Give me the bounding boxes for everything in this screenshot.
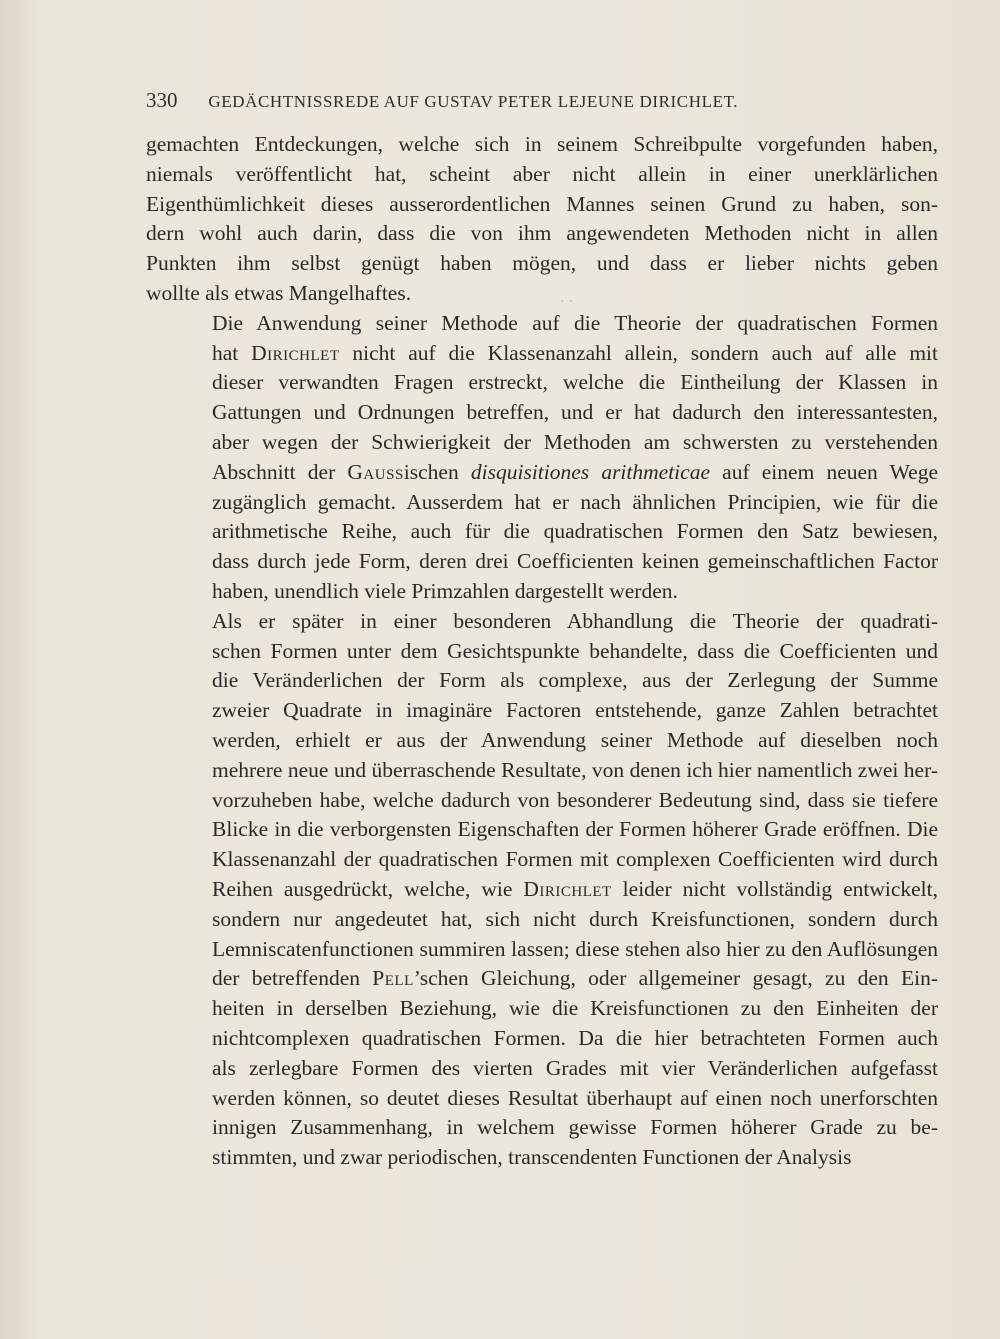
- text-line: nichtcomplexen quadratischen Formen. Da die hier betrachteten Formen auch: [212, 1025, 938, 1050]
- small-caps-name: Dirichlet: [523, 876, 612, 901]
- paragraph-p3: [146, 607, 938, 1173]
- text-line: Gattungen und Ordnungen betreffen, und er hat dadurch den interessantesten,: [212, 400, 938, 425]
- text-line: Reihen ausgedrückt, welche, wie Dirichlet leider nicht vollständig entwickelt,: [212, 876, 938, 901]
- text-line: Als er später in einer besonderen Abhandlung die Theorie der quadrati-: [212, 608, 938, 633]
- text-line: dern wohl auch darin, dass die von ihm angewendeten Methoden nicht in allen: [146, 221, 938, 246]
- text-line: Eigenthümlichkeit dieses ausserordentlichen Mannes seinen Grund zu haben, son-: [146, 191, 938, 216]
- text-line: Lemniscatenfunctionen summiren lassen; diese stehen also hier zu den Auflösungen: [212, 936, 938, 961]
- text-line: hat Dirichlet nicht auf die Klassenanzahl allein, sondern auch auf alle mit: [212, 340, 938, 365]
- text-line: vorzuheben habe, welche dadurch von besonderer Bedeutung sind, dass sie tiefere: [212, 787, 938, 812]
- text-line: stimmten, und zwar periodischen, transcendenten Functionen der Analysis: [212, 1145, 852, 1170]
- text-line: zugänglich gemacht. Ausserdem hat er nach ähnlichen Principien, wie für die: [212, 489, 938, 514]
- text-line: die Veränderlichen der Form als complexe, aus der Zerlegung der Summe: [212, 668, 938, 693]
- text-line: gemachten Entdeckungen, welche sich in seinem Schreibpulte vorgefunden haben,: [146, 132, 938, 156]
- text-line: innigen Zusammenhang, in welchem gewisse Formen höherer Grade zu be-: [212, 1115, 938, 1140]
- text-line: dieser verwandten Fragen erstreckt, welche die Eintheilung der Klassen in: [212, 370, 938, 395]
- small-caps-name: Gauss: [347, 459, 404, 484]
- text-line: Klassenanzahl der quadratischen Formen mit complexen Coefficienten wird durch: [212, 847, 938, 872]
- paragraph-p2: [146, 309, 938, 607]
- show-through-bleed: . .: [560, 286, 574, 306]
- running-title: GEDÄCHTNISSREDE AUF GUSTAV PETER LEJEUNE DIRICHLET.: [208, 92, 739, 111]
- paragraph-p1: [146, 130, 938, 309]
- text-line: als zerlegbare Formen des vierten Grades mit vier Veränderlichen aufgefasst: [212, 1055, 938, 1080]
- text-line: werden, erhielt er aus der Anwendung seiner Methode auf dieselben noch: [212, 727, 938, 752]
- text-line: aber wegen der Schwierigkeit der Methoden am schwersten zu verstehenden: [212, 429, 938, 454]
- text-line: niemals veröffentlicht hat, scheint aber nicht allein in einer unerklärlichen: [146, 161, 938, 186]
- italic-title: disquisitiones arithmeticae: [470, 459, 710, 484]
- text-line: Punkten ihm selbst genügt haben mögen, und dass er lieber nichts geben: [146, 251, 938, 276]
- text-line: werden können, so deutet dieses Resultat überhaupt auf einen noch unerforschten: [212, 1085, 938, 1110]
- text-line: mehrere neue und überraschende Resultate, von denen ich hier namentlich zwei her-: [212, 757, 938, 782]
- text-line: schen Formen unter dem Gesichtspunkte behandelte, dass die Coefficienten und: [212, 638, 938, 663]
- text-line: wollte als etwas Mangelhaftes.: [146, 280, 412, 305]
- small-caps-name: Dirichlet: [251, 340, 340, 365]
- small-caps-name: Pell: [372, 966, 414, 991]
- text-line: der betreffenden Pell’schen Gleichung, oder allgemeiner gesagt, zu den Ein-: [212, 966, 938, 991]
- text-line: arithmetische Reihe, auch für die quadratischen Formen den Satz bewiesen,: [212, 519, 938, 544]
- running-header: [146, 88, 946, 113]
- text-line: Blicke in die verborgensten Eigenschaften der Formen höherer Grade eröffnen. Die: [212, 817, 938, 842]
- text-line: haben, unendlich viele Primzahlen dargestellt werden.: [212, 578, 678, 603]
- text-line: dass durch jede Form, deren drei Coefficienten keinen gemeinschaftlichen Factor: [212, 549, 938, 574]
- text-line: sondern nur angedeutet hat, sich nicht durch Kreisfunctionen, sondern durch: [212, 906, 938, 931]
- page-number: 330: [146, 88, 178, 112]
- text-line: Die Anwendung seiner Methode auf die Theorie der quadratischen Formen: [212, 310, 938, 335]
- text-line: zweier Quadrate in imaginäre Factoren entstehende, ganze Zahlen betrachtet: [212, 698, 938, 723]
- text-line: Abschnitt der Gaussischen disquisitiones arithmeticae auf einem neuen Wege: [212, 459, 938, 484]
- body-text: [146, 130, 938, 1173]
- text-line: heiten in derselben Beziehung, wie die Kreisfunctionen zu den Einheiten der: [212, 996, 938, 1021]
